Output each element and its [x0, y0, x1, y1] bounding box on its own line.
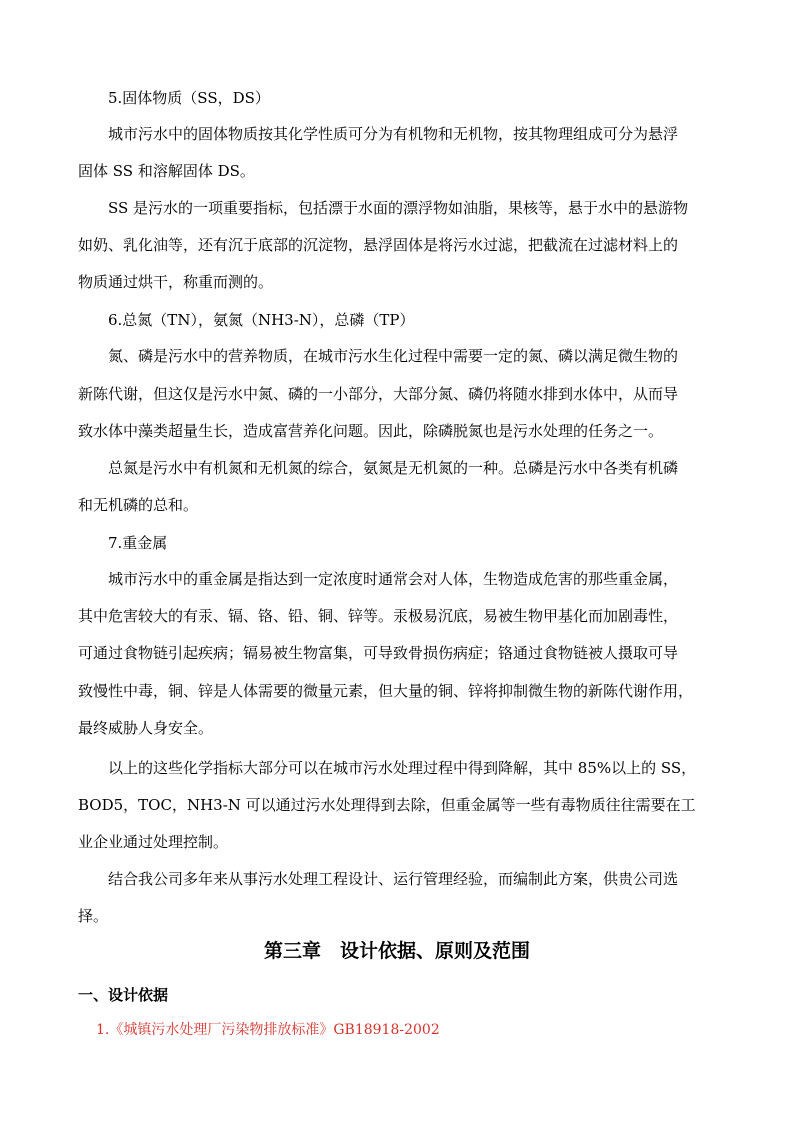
- paragraph-line: 和无机磷的总和。: [78, 496, 199, 514]
- paragraph-line: 如奶、乳化油等，还有沉于底部的沉淀物，悬浮固体是将污水过滤，把截流在过滤材料上的: [78, 236, 679, 254]
- paragraph-line: 最终威胁人身安全。: [78, 719, 214, 737]
- paragraph-line: 致慢性中毒，铜、锌是人体需要的微量元素，但大量的铜、锌将抑制微生物的新陈代谢作用，: [78, 682, 694, 700]
- heading-heavy-metals: 7.重金属: [108, 534, 168, 552]
- reference-item: 1.《城镇污水处理厂污染物排放标准》GB18918-2002: [96, 1022, 440, 1038]
- paragraph-line: 以上的这些化学指标大部分可以在城市污水处理过程中得到降解，其中 85%以上的 SS，: [108, 759, 697, 777]
- paragraph-line: 总氮是污水中有机氮和无机氮的综合，氨氮是无机氮的一种。总磷是污水中各类有机磷: [108, 459, 679, 477]
- paragraph-line: SS 是污水的一项重要指标，包括漂于水面的漂浮物如油脂，果核等，悬于水中的悬游物: [108, 199, 689, 217]
- paragraph-line: 致水体中藻类超量生长，造成富营养化问题。因此，除磷脱氮也是污水处理的任务之一。: [78, 422, 664, 440]
- paragraph-line: 物质通过烘干，称重而测的。: [78, 273, 274, 291]
- heading-nitrogen-phosphorus: 6.总氮（TN），氨氮（NH3-N），总磷（TP）: [108, 311, 415, 329]
- paragraph-line: 可通过食物链引起疾病；镉易被生物富集，可导致骨损伤病症；铬通过食物链被人摄取可导: [78, 644, 679, 662]
- paragraph-line: 城市污水中的固体物质按其化学性质可分为有机物和无机物，按其物理组成可分为悬浮: [108, 125, 679, 143]
- section-title: 一、设计依据: [78, 986, 169, 1004]
- paragraph-line: 氮、磷是污水中的营养物质，在城市污水生化过程中需要一定的氮、磷以满足微生物的: [108, 347, 679, 365]
- paragraph-line: 城市污水中的重金属是指达到一定浓度时通常会对人体，生物造成危害的那些重金属，: [108, 570, 679, 588]
- chapter-title: 第三章 设计依据、原则及范围: [263, 940, 530, 962]
- paragraph-line: 业企业通过处理控制。: [78, 833, 229, 851]
- paragraph-line: 固体 SS 和溶解固体 DS。: [78, 162, 255, 180]
- paragraph-line: BOD5，TOC，NH3-N 可以通过污水处理得到去除，但重金属等一些有毒物质往往需要在工: [78, 796, 696, 814]
- heading-solids: 5.固体物质（SS，DS）: [108, 89, 270, 107]
- paragraph-line: 结合我公司多年来从事污水处理工程设计、运行管理经验，而编制此方案，供贵公司选: [108, 870, 679, 888]
- paragraph-line: 其中危害较大的有汞、镉、铬、铅、铜、锌等。汞极易沉底，易被生物甲基化而加剧毒性，: [78, 607, 679, 625]
- paragraph-line: 择。: [78, 907, 109, 925]
- paragraph-line: 新陈代谢，但这仅是污水中氮、磷的一小部分，大部分氮、磷仍将随水排到水体中，从而导: [78, 385, 679, 403]
